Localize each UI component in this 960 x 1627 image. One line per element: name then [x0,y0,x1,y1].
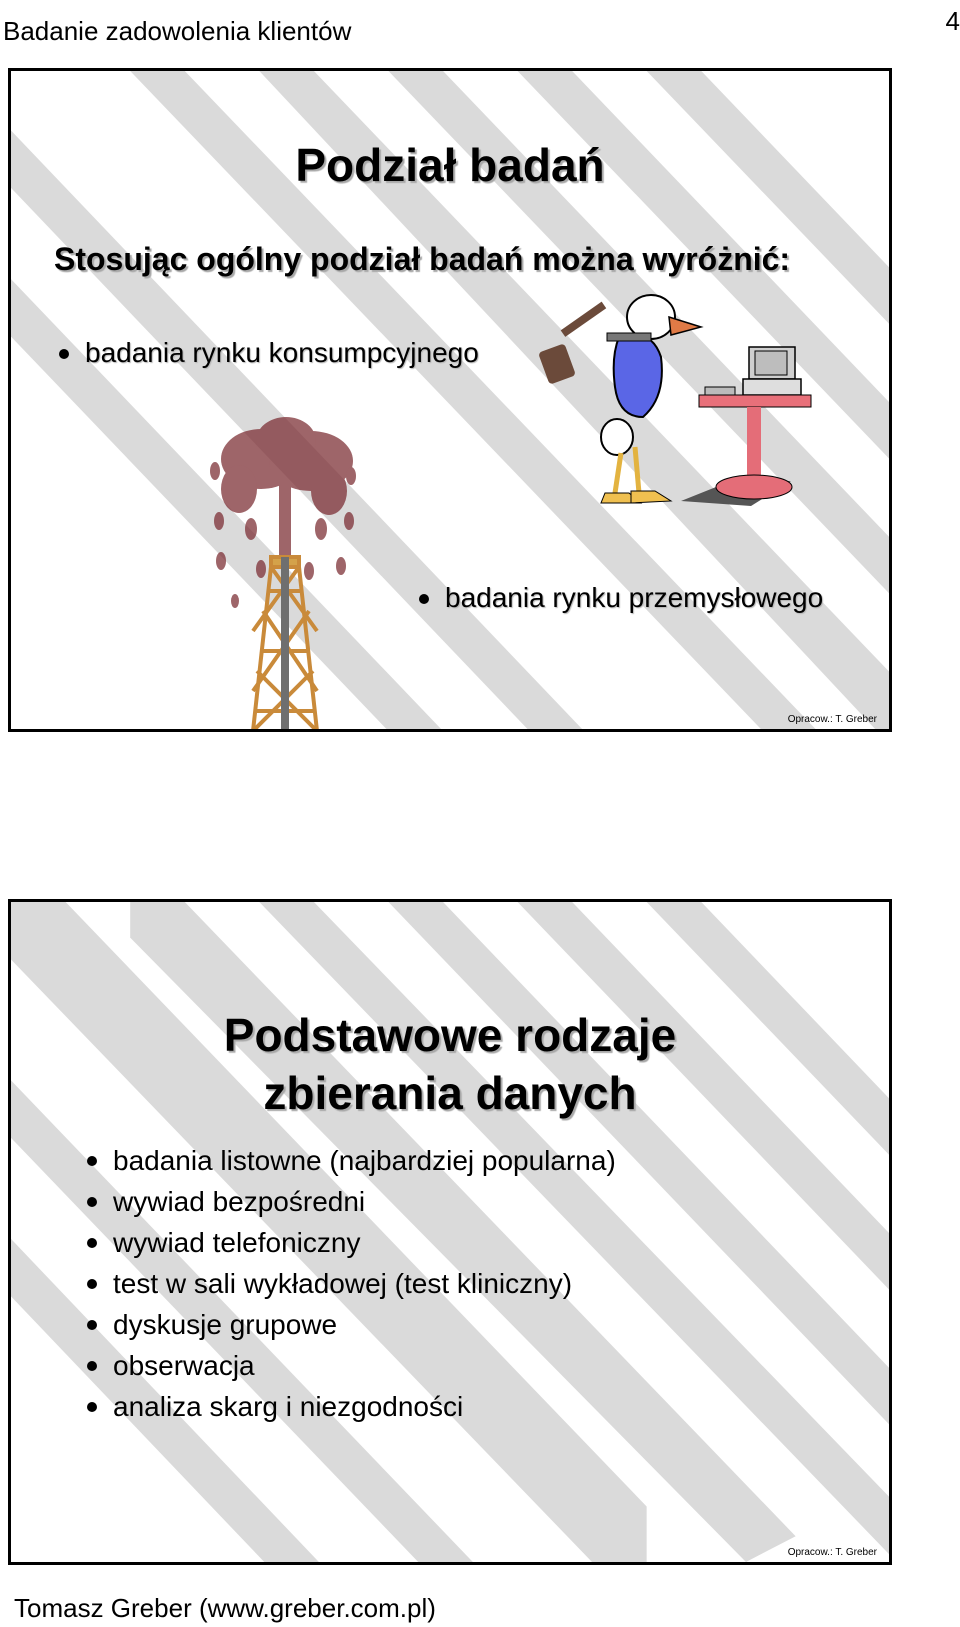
slide-2-title-line-2: zbierania danych [263,1067,637,1119]
slide-1-subtitle: Stosując ogólny podział badań można wyróżnić: [54,241,791,277]
oil-rig-illustration [201,411,371,731]
slide-podstawowe-rodzaje [8,899,892,1565]
bullet-dot-icon [87,1361,97,1371]
bullet-dot-icon [419,594,429,604]
list-item [445,580,823,616]
bullet-dot-icon [87,1156,97,1166]
list-item [113,1140,616,1181]
slide-podzial-badan [8,68,892,732]
list-item-text: badania rynku konsumpcyjnego [85,337,479,368]
page-number: 4 [945,6,960,36]
bullet-dot-icon [87,1279,97,1289]
list-item-text: test w sali wykładowej (test kliniczny) [113,1268,573,1299]
collection-methods-list [113,1140,616,1427]
list-item [113,1263,616,1304]
slide-2-title [11,1006,889,1122]
list-item-text: wywiad bezpośredni [113,1186,366,1217]
bullet-dot-icon [87,1320,97,1330]
list-item [113,1222,616,1263]
list-item-text: dyskusje grupowe [113,1309,338,1340]
bullet-dot-icon [59,349,69,359]
list-item-text: analiza skarg i niezgodności [113,1391,464,1422]
list-item-text: badania rynku przemysłowego [445,582,824,613]
list-item-text: wywiad telefoniczny [113,1227,361,1258]
list-item-text: badania listowne (najbardziej popularna) [113,1145,616,1176]
document-header-title: Badanie zadowolenia klientów [3,16,352,46]
slide-1-title: Podział badań [295,139,605,191]
list-item [113,1345,616,1386]
slide-credit: Opracow.: T. Greber [787,1547,877,1558]
bullet-dot-icon [87,1197,97,1207]
slide-2-title-line-1: Podstawowe rodzaje [223,1009,677,1061]
list-item [113,1304,616,1345]
list-item [113,1386,616,1427]
list-item [113,1181,616,1222]
document-footer: Tomasz Greber (www.greber.com.pl) [14,1593,436,1623]
computer-on-table-illustration [671,331,821,511]
slide-credit: Opracow.: T. Greber [787,714,877,725]
list-item [85,335,479,371]
bullet-dot-icon [87,1402,97,1412]
bullet-dot-icon [87,1238,97,1248]
list-item-text: obserwacja [113,1350,255,1381]
